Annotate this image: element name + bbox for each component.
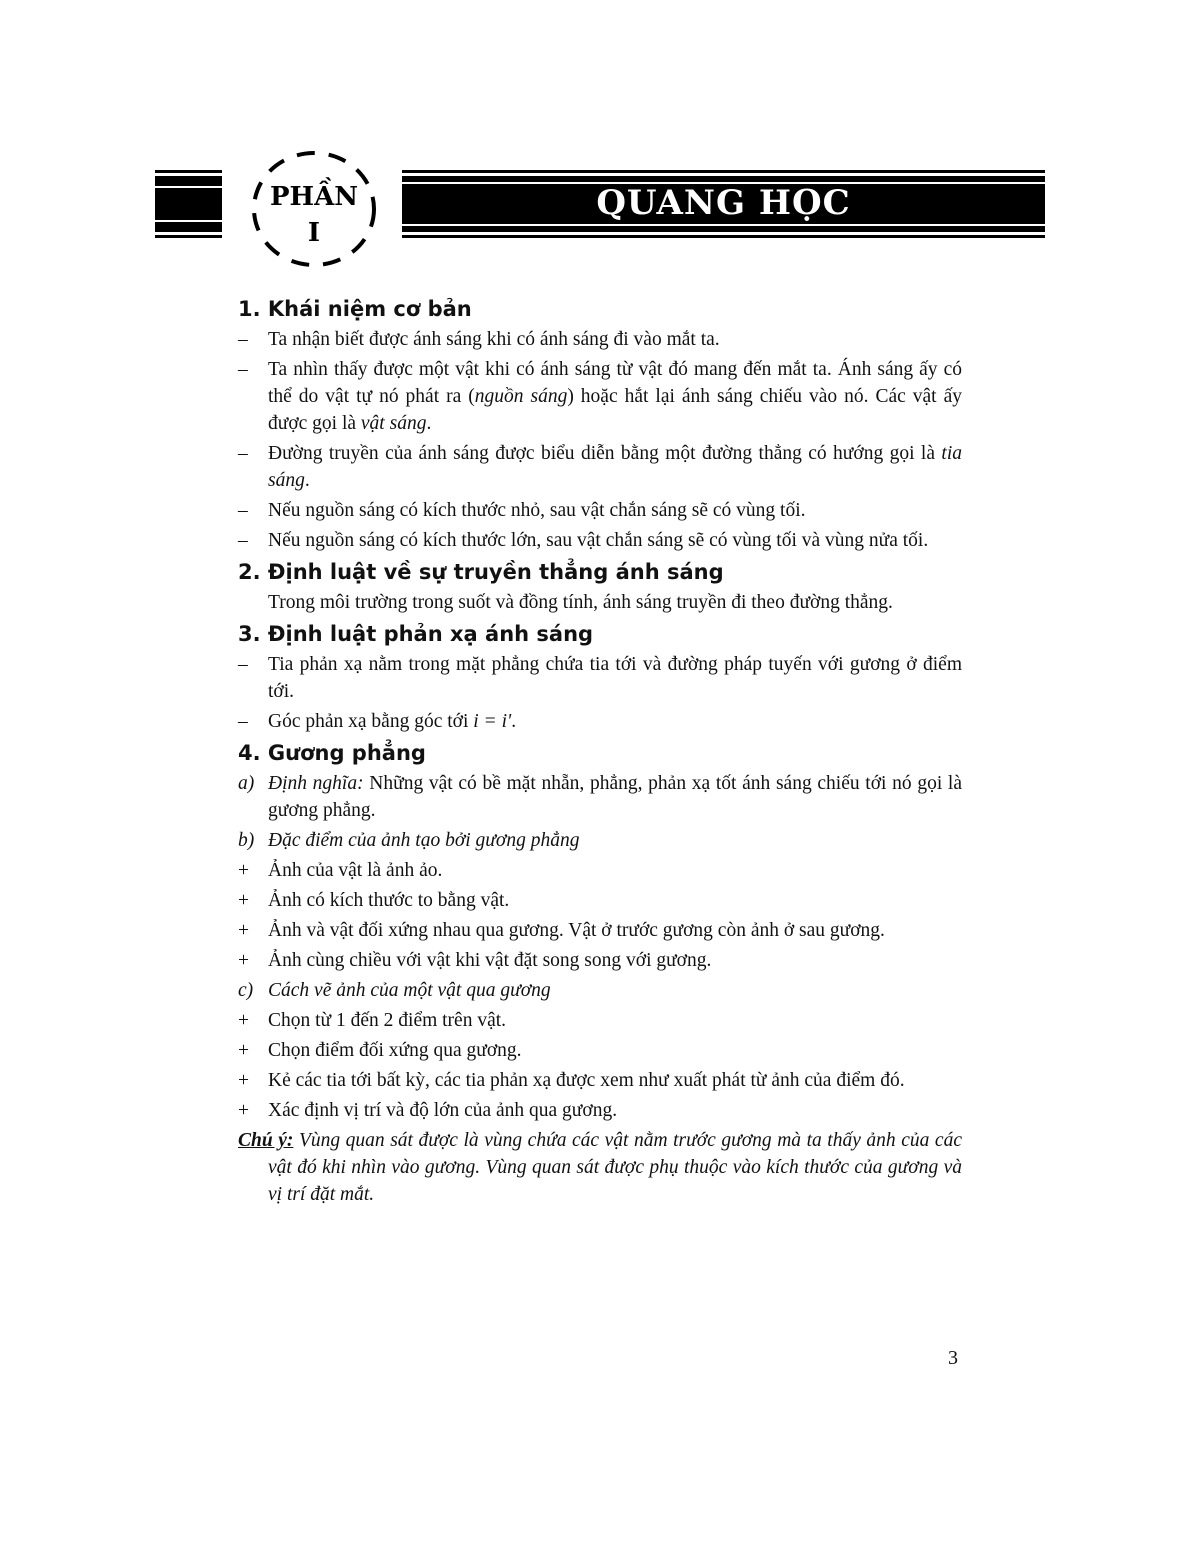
list-item [238,947,962,974]
item-text: Góc phản xạ bằng góc tới [268,711,474,732]
letter-marker: a) [238,773,255,794]
plus-marker: + [238,1040,249,1061]
plus-marker: + [238,1070,249,1091]
term-italic: vật sáng [360,413,427,434]
page-number: 3 [948,1347,958,1369]
item-text: . [511,711,517,732]
list-item [238,497,962,524]
item-text: Ảnh cùng chiều với vật khi vật đặt song song với gương. [268,950,712,971]
list-item [238,651,962,705]
term-italic: tia sáng [268,443,962,491]
list-item [238,1037,962,1064]
plus-marker: + [238,950,249,971]
list-item [238,708,962,735]
item-text: Chọn từ 1 đến 2 điểm trên vật. [268,1010,507,1031]
dash-marker: – [238,443,248,464]
item-text: ) hoặc hắt lại ánh sáng chiếu vào nó. Các vật ấy được gọi là [268,386,962,434]
item-text: Những vật có bề mặt nhẵn, phẳng, phản xạ tốt ánh sáng chiếu tới nó gọi là gương phẳng. [268,773,962,821]
term-italic: nguồn sáng [474,386,568,407]
list-item [238,917,962,944]
item-text: . [304,470,310,491]
banner-left-bar [155,176,222,232]
list-item [238,770,962,824]
banner-stripe [402,224,1045,226]
note-label: Chú ý: [238,1130,294,1151]
banner-rule [155,170,222,173]
item-text: Ảnh có kích thước to bằng vật. [268,890,510,911]
plus-marker: + [238,860,249,881]
plus-marker: + [238,1010,249,1031]
definition-label: Định nghĩa: [268,773,364,794]
list-item [238,827,962,854]
list-item [238,857,962,884]
title-banner [402,176,1045,232]
letter-marker: b) [238,830,255,851]
banner-rule [402,170,1045,173]
part-badge [248,148,380,270]
item-text: Ta nhận biết được ánh sáng khi có ánh sáng đi vào mắt ta. [268,329,720,350]
banner-stripe [155,220,222,222]
banner-rule [402,235,1045,238]
list-item [238,887,962,914]
note-text: Vùng quan sát được là vùng chứa các vật nằm trước gương mà ta thấy ảnh của các vật đó khi nhìn vào gương. Vùng quan sát được phụ thuộc vào kích thước của gương và vị trí đặt mắt. [268,1130,962,1205]
list-item [238,356,962,437]
section-heading: 1. Khái niệm cơ bản [238,297,472,321]
banner-rule [155,235,222,238]
part-label: PHẦN [269,182,359,212]
dash-marker: – [238,359,248,380]
item-text: Kẻ các tia tới bất kỳ, các tia phản xạ được xem như xuất phát từ ảnh của điểm đó. [268,1070,905,1091]
plus-marker: + [238,890,249,911]
list-item [238,326,962,353]
dash-marker: – [238,654,248,675]
banner-stripe [155,186,222,188]
subsection-title: Đặc điểm của ảnh tạo bởi gương phẳng [268,830,580,851]
list-item [238,527,962,554]
item-text: Chọn điểm đối xứng qua gương. [268,1040,522,1061]
item-text: Ảnh của vật là ảnh ảo. [268,860,443,881]
item-text: Ảnh và vật đối xứng nhau qua gương. Vật ở trước gương còn ảnh ở sau gương. [268,920,885,941]
paragraph: Trong môi trường trong suốt và đồng tính, ánh sáng truyền đi theo đường thẳng. [268,592,893,613]
list-item [238,1097,962,1124]
dash-marker: – [238,329,248,350]
item-text: Nếu nguồn sáng có kích thước lớn, sau vật chắn sáng sẽ có vùng tối và vùng nửa tối. [268,530,929,551]
item-text: Ta nhìn thấy được một vật khi có ánh sáng từ vật đó mang đến mắt ta. Ánh sáng ấy có thể do vật tự nó phát ra ( [268,359,962,407]
plus-marker: + [238,920,249,941]
dash-marker: – [238,711,248,732]
list-item [238,1067,962,1094]
dash-marker: – [238,500,248,521]
item-text: Xác định vị trí và độ lớn của ảnh qua gương. [268,1100,618,1121]
list-item [238,977,962,1004]
formula: i = i' [473,711,512,732]
list-item [238,440,962,494]
section-heading: 3. Định luật phản xạ ánh sáng [238,622,594,646]
section-heading: 2. Định luật về sự truyền thẳng ánh sáng [238,560,724,584]
part-number: I [307,218,321,248]
note-block [238,1127,962,1208]
dash-marker: – [238,530,248,551]
chapter-title: QUANG HỌC [596,183,851,223]
item-text: Tia phản xạ nằm trong mặt phẳng chứa tia tới và đường pháp tuyến với gương ở điểm tới. [268,654,962,702]
subsection-title: Cách vẽ ảnh của một vật qua gương [268,980,551,1001]
plus-marker: + [238,1100,249,1121]
page-content [238,292,962,1208]
item-text: Đường truyền của ánh sáng được biểu diễn bằng một đường thẳng có hướng gọi là [268,443,942,464]
item-text: Nếu nguồn sáng có kích thước nhỏ, sau vật chắn sáng sẽ có vùng tối. [268,500,806,521]
section-heading: 4. Gương phẳng [238,741,426,765]
letter-marker: c) [238,980,254,1001]
item-text: . [426,413,432,434]
list-item [238,1007,962,1034]
